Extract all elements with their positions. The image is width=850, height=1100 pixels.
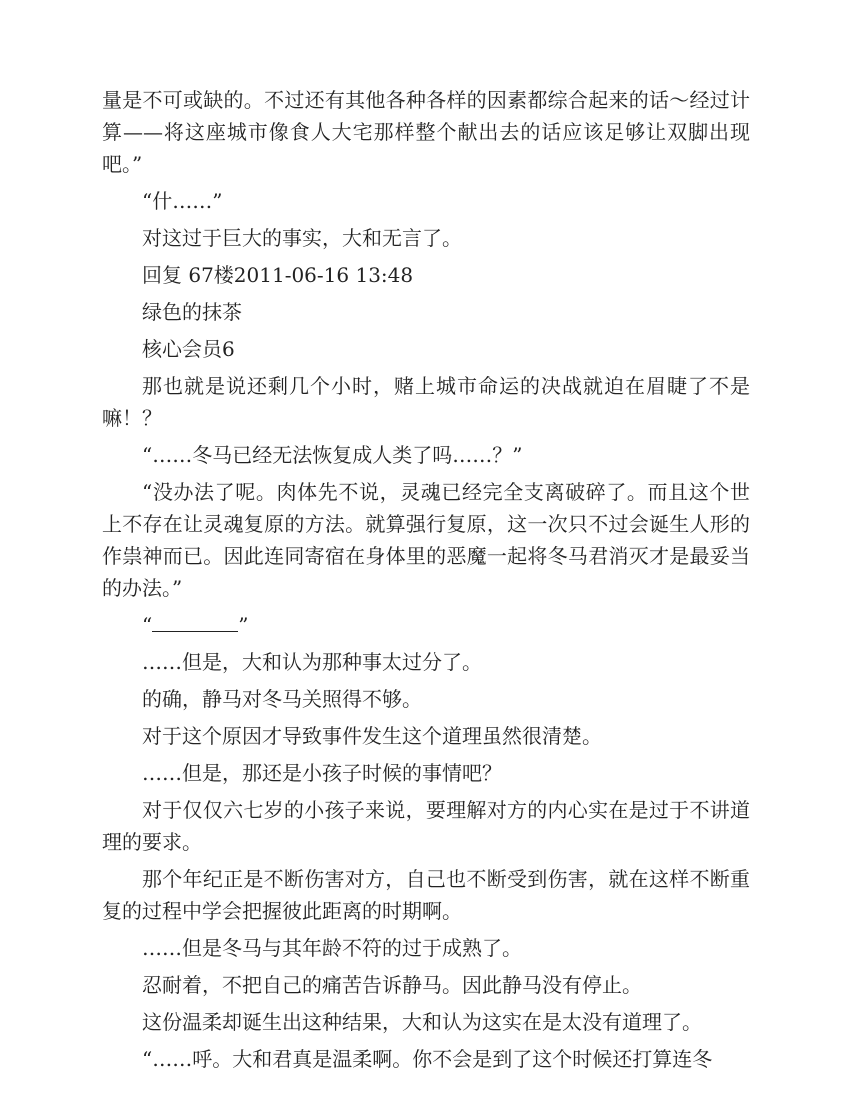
paragraph: ……但是冬马与其年龄不符的过于成熟了。 — [142, 936, 522, 960]
paragraph: 量是不可或缺的。不过还有其他各种各样的因素都综合起来的话～经过计算——将这座城市像食人大宅那样整个献出去的话应该足够让双脚出现吧。” — [102, 88, 750, 176]
open-quote: “ — [142, 613, 153, 637]
close-quote: ” — [238, 613, 249, 637]
paragraph: “没办法了呢。肉体先不说，灵魂已经完全支离破碎了。而且这个世上不存在让灵魂复原的方法。就算强行复原，这一次只不过会诞生人形的作祟神而已。因此连同寄宿在身体里的恶魔一起将冬马君消灭才是最妥当的办法。” — [102, 480, 750, 600]
paragraph: 这份温柔却诞生出这种结果，大和认为这实在是太没有道理了。 — [142, 1010, 702, 1034]
paragraph: “……冬马已经无法恢复成人类了吗……？” — [142, 443, 523, 467]
paragraph: ……但是，大和认为那种事太过分了。 — [142, 650, 482, 674]
paragraph: “……呼。大和君真是温柔啊。你不会是到了这个时候还打算连冬 — [142, 1047, 713, 1071]
post-author-rank: 核心会员6 — [142, 337, 235, 361]
paragraph: 的确，静马对冬马关照得不够。 — [142, 687, 422, 711]
paragraph: 对于仅仅六七岁的小孩子来说，要理解对方的内心实在是过于不讲道理的要求。 — [102, 798, 750, 854]
post-author-name: 绿色的抹茶 — [142, 300, 242, 324]
paragraph: 对于这个原因才导致事件发生这个道理虽然很清楚。 — [142, 724, 602, 748]
paragraph: ……但是，那还是小孩子时候的事情吧？ — [142, 761, 502, 785]
paragraph: “什……” — [142, 189, 223, 213]
paragraph: 忍耐着，不把自己的痛苦告诉静马。因此静马没有停止。 — [142, 973, 642, 997]
paragraph: 对这过于巨大的事实，大和无言了。 — [142, 226, 462, 250]
long-dash-line — [152, 613, 238, 632]
silent-dash-paragraph — [102, 609, 750, 641]
post-reply-info: 回复 67楼2011-06-16 13:48 — [142, 263, 414, 287]
paragraph: 那也就是说还剩几个小时，赌上城市命运的决战就迫在眉睫了不是嘛！？ — [102, 374, 750, 430]
paragraph: 那个年纪正是不断伤害对方，自己也不断受到伤害，就在这样不断重复的过程中学会把握彼此距离的时期啊。 — [102, 867, 750, 923]
document-page — [102, 84, 750, 1080]
